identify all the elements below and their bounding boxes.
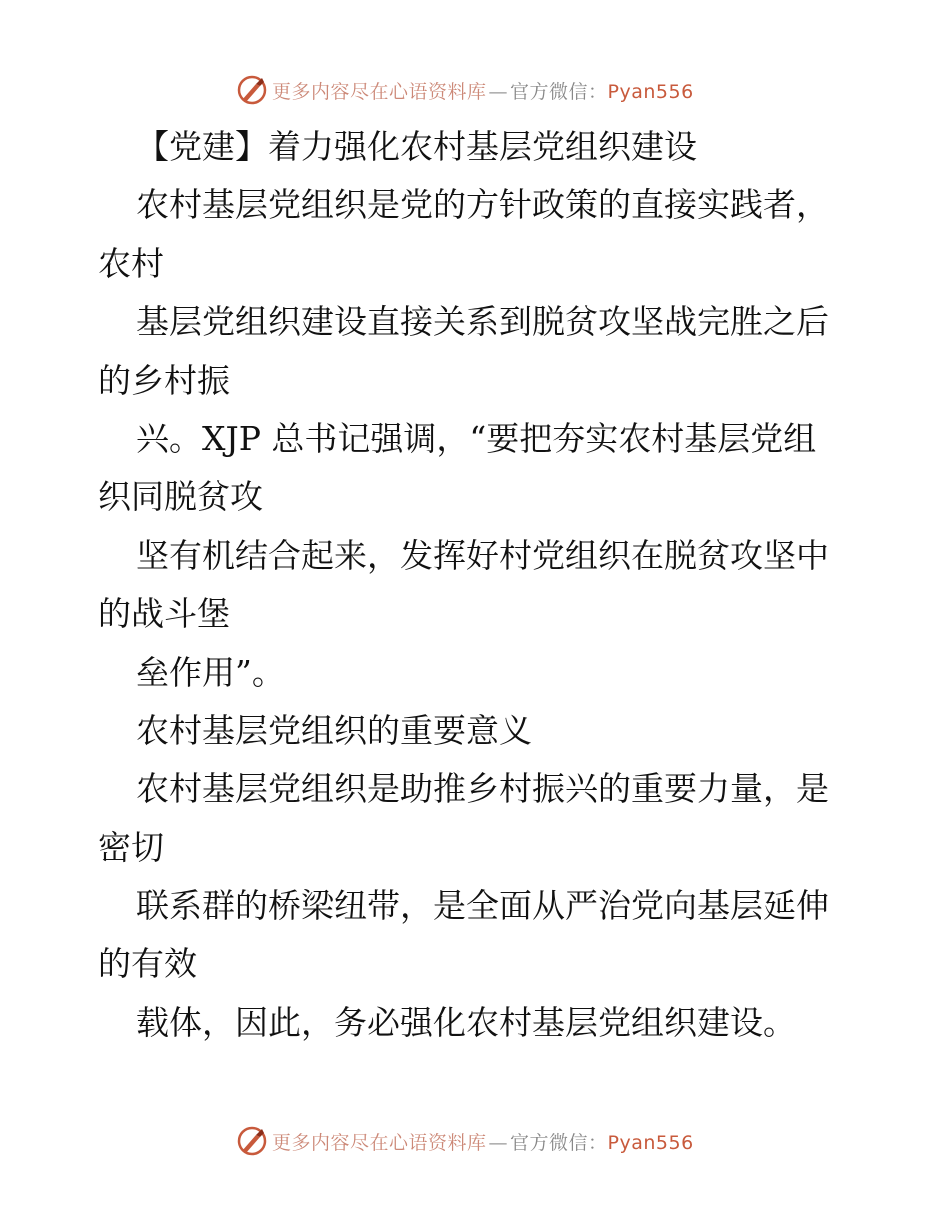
paragraph-line: 的乡村振 [98,360,230,400]
paragraph-line: 垒作用”。 [136,652,285,692]
paragraph-line: 农村基层党组织是党的方针政策的直接实践者， [136,185,829,225]
paragraph-line: 农村基层党组织是助推乡村振兴的重要力量，是 [136,769,829,809]
document-title: 【党建】着力强化农村基层党组织建设 [136,127,697,166]
document-body [98,118,858,1052]
paragraph-line: 农村 [98,243,164,283]
footer-wechat-label: 官方微信： [510,1131,608,1154]
footer-wechat-id: Pyan556 [607,1131,694,1154]
paragraph-line: 织同脱贫攻 [98,477,263,517]
footer-banner-text: 更多内容尽在心语资料库 [272,1131,487,1154]
header-wechat-label: 官方微信： [510,80,608,103]
paragraph-line: 的战斗堡 [98,594,230,634]
paragraph-line: 基层党组织建设直接关系到脱贫攻坚战完胜之后 [136,302,829,342]
header-banner-text: 更多内容尽在心语资料库 [272,80,487,103]
paragraph-line: 兴。XJP 总书记强调，“要把夯实农村基层党组 [136,418,817,458]
paragraph-line: 坚有机结合起来，发挥好村党组织在脱贫攻坚中 [136,535,829,575]
header-wechat-id: Pyan556 [607,80,694,103]
pen-logo-icon [236,74,268,106]
footer-banner [236,1124,694,1158]
paragraph-line: 的有效 [98,944,197,984]
paragraph-line: 载体，因此，务必强化农村基层党组织建设。 [136,1002,796,1042]
paragraph-line: 联系群的桥梁纽带，是全面从严治党向基层延伸 [136,886,829,926]
header-banner [236,73,694,107]
header-banner-separator: — [488,80,509,103]
section-heading: 农村基层党组织的重要意义 [136,710,532,750]
pen-logo-icon [236,1125,268,1157]
footer-banner-separator: — [488,1131,509,1154]
paragraph-line: 密切 [98,827,164,867]
